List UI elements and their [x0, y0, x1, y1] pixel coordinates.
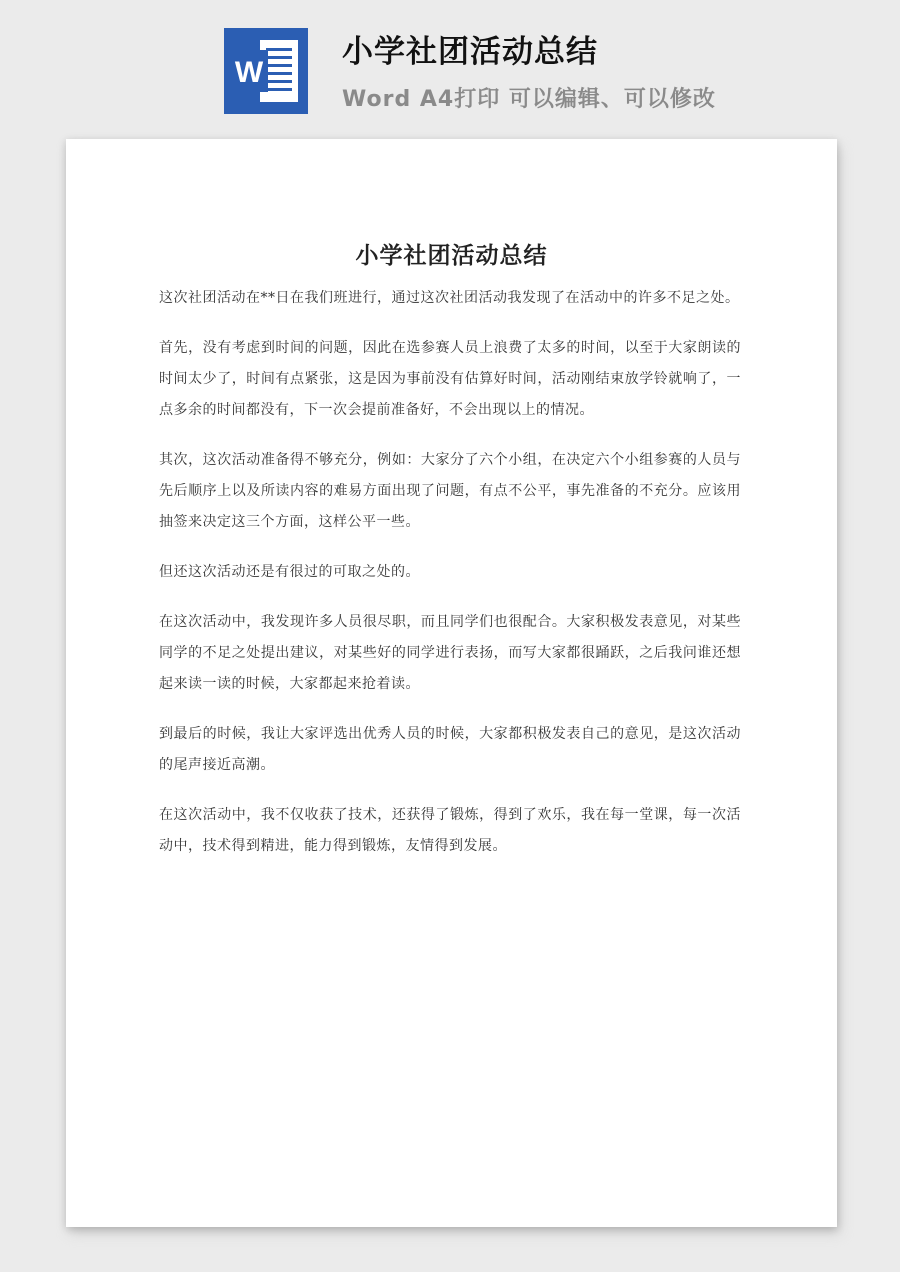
paragraph: 这次社团活动在**日在我们班进行，通过这次社团活动我发现了在活动中的许多不足之处。	[159, 290, 740, 306]
paragraph: 但还这次活动还是有很过的可取之处的。	[159, 564, 420, 580]
document-page	[66, 139, 837, 1227]
word-logo-letter: W	[234, 56, 264, 89]
header-subtitle: Word A4打印 可以编辑、可以修改	[342, 87, 716, 112]
header-banner	[0, 0, 900, 130]
document-body	[159, 283, 741, 881]
word-document-icon	[224, 28, 308, 114]
document-title: 小学社团活动总结	[355, 242, 548, 269]
header-title: 小学社团活动总结	[342, 34, 598, 70]
paragraph: 到最后的时候，我让大家评选出优秀人员的时候，大家都积极发表自己的意见，是这次活动的尾声接近高潮。	[159, 726, 741, 773]
paragraph: 其次，这次活动准备得不够充分，例如：大家分了六个小组，在决定六个小组参赛的人员与先后顺序上以及所读内容的难易方面出现了问题，有点不公平，事先准备的不充分。应该用抽签来决定这三个方面，这样公平一些。	[159, 452, 741, 530]
paragraph: 在这次活动中，我不仅收获了技术，还获得了锻炼，得到了欢乐，我在每一堂课，每一次活动中，技术得到精进，能力得到锻炼，友情得到发展。	[159, 807, 741, 854]
paragraph: 首先，没有考虑到时间的问题，因此在选参赛人员上浪费了太多的时间，以至于大家朗读的时间太少了，时间有点紧张，这是因为事前没有估算好时间，活动刚结束放学铃就响了，一点多余的时间都没有，下一次会提前准备好，不会出现以上的情况。	[159, 340, 741, 418]
paragraph: 在这次活动中，我发现许多人员很尽职，而且同学们也很配合。大家积极发表意见，对某些同学的不足之处提出建议，对某些好的同学进行表扬，而写大家都很踊跃，之后我问谁还想起来读一读的时候，大家都起来抢着读。	[159, 614, 741, 692]
